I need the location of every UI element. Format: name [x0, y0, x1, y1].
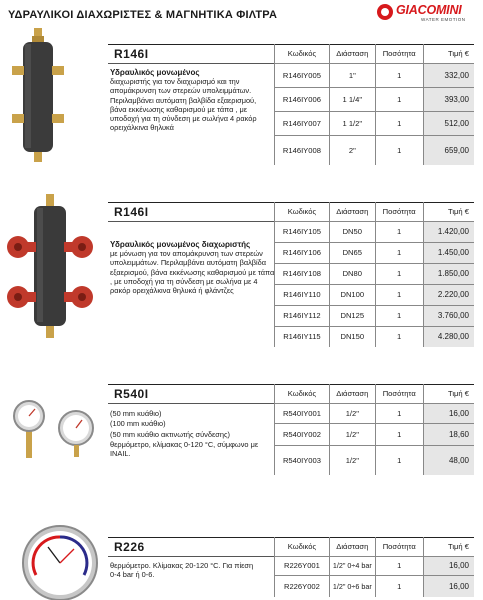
logo-name: GIACOMINI [396, 3, 462, 17]
cell-size: 1/2" 0÷4 bar [329, 556, 375, 575]
cell-code: R146IY006 [275, 87, 330, 111]
col-price: Τιμή € [423, 384, 474, 403]
col-size: Διάσταση [329, 202, 375, 221]
cell-qty: 1 [375, 111, 423, 135]
price-table [274, 202, 474, 347]
cell-size: 1/2" [329, 423, 375, 445]
cell-size: 1" [329, 63, 375, 87]
cell-code: R146IY008 [275, 135, 330, 165]
table-row [275, 63, 475, 87]
flanged-separator-image [4, 192, 96, 342]
cell-code: R540IY002 [275, 423, 330, 445]
cell-price: 4.280,00 [423, 326, 474, 347]
cell-size: DN50 [329, 221, 375, 242]
cell-price: 48,00 [423, 445, 474, 475]
cell-code: R146IY005 [275, 63, 330, 87]
cell-qty: 1 [375, 326, 423, 347]
cell-code: R146IY007 [275, 111, 330, 135]
product-description [110, 240, 276, 295]
section-code: R540I [114, 387, 149, 401]
col-price: Τιμή € [423, 44, 474, 63]
thermometer-image [10, 398, 102, 462]
cell-code: R146IY112 [275, 305, 330, 326]
cell-code: R146IY115 [275, 326, 330, 347]
cell-code: R146IY110 [275, 284, 330, 305]
cell-price: 332,00 [423, 63, 474, 87]
cell-code: R146IY108 [275, 263, 330, 284]
cell-code: R540IY003 [275, 445, 330, 475]
table-row [275, 445, 475, 475]
variant-note: (100 mm κυάθιο) [110, 419, 166, 429]
cell-qty: 1 [375, 221, 423, 242]
product-section-r540i [0, 384, 483, 480]
col-qty: Ποσότητα [375, 537, 423, 556]
cell-size: 1 1/2" [329, 111, 375, 135]
col-code: Κωδικός [275, 202, 330, 221]
table-row [275, 87, 475, 111]
cell-price: 659,00 [423, 135, 474, 165]
cell-price: 18,60 [423, 423, 474, 445]
cell-price: 1.450,00 [423, 242, 474, 263]
price-table [274, 537, 474, 597]
table-row [275, 423, 475, 445]
cell-qty: 1 [375, 263, 423, 284]
col-size: Διάσταση [329, 44, 375, 63]
col-code: Κωδικός [275, 384, 330, 403]
product-description [110, 409, 274, 459]
cell-qty: 1 [375, 556, 423, 575]
page-title: ΥΔΡΑΥΛΙΚΟΙ ΔΙΑΧΩΡΙΣΤΕΣ & ΜΑΓΝΗΤΙΚΑ ΦΙΛΤΡΑ [8, 9, 278, 21]
product-description [110, 561, 260, 579]
col-code: Κωδικός [275, 537, 330, 556]
cell-code: R146IY105 [275, 221, 330, 242]
table-row [275, 111, 475, 135]
cell-qty: 1 [375, 403, 423, 423]
product-description [110, 68, 272, 132]
description-title: Υδραυλικός μονωμένος διαχωριστής [110, 240, 251, 249]
col-size: Διάσταση [329, 537, 375, 556]
cell-qty: 1 [375, 575, 423, 597]
cell-qty: 1 [375, 135, 423, 165]
cell-size: DN80 [329, 263, 375, 284]
col-qty: Ποσότητα [375, 202, 423, 221]
cell-code: R146IY106 [275, 242, 330, 263]
table-row [275, 575, 475, 597]
variant-note: (50 mm κυάθιο) [110, 409, 162, 418]
col-qty: Ποσότητα [375, 44, 423, 63]
cell-qty: 1 [375, 242, 423, 263]
description-text: με μόνωση για τον απομάκρυνση των στερεών υπολειμμάτων. Περιλαμβάνει αυτόματη βαλβίδα εξαερισμού, βάνα εκκένωσης καθαρισμού με τάπα , με υποδοχή για τη σύνδεση με σωλήνα με 4 ρακόρ ορειχάλκινα θηλυκά ή φλάντζες [110, 249, 275, 296]
cell-qty: 1 [375, 87, 423, 111]
col-price: Τιμή € [423, 202, 474, 221]
cell-price: 1.850,00 [423, 263, 474, 284]
cell-size: DN150 [329, 326, 375, 347]
table-row [275, 403, 475, 423]
variant-note: (50 mm κυάθιο ακτινωτής σύνδεσης) [110, 429, 230, 439]
table-row [275, 326, 475, 347]
product-section-r146i-small [0, 44, 483, 164]
section-code: R226 [114, 540, 145, 554]
cell-qty: 1 [375, 423, 423, 445]
logo-mark-icon [377, 4, 393, 20]
table-row [275, 556, 475, 575]
cell-qty: 1 [375, 63, 423, 87]
cell-qty: 1 [375, 445, 423, 475]
col-size: Διάσταση [329, 384, 375, 403]
cell-price: 393,00 [423, 87, 474, 111]
hydraulic-separator-image [8, 26, 68, 166]
description-text: θερμόμετρο. Κλίμακας 20-120 °C. Για πίεση 0-4 bar ή 0-6. [110, 561, 254, 580]
cell-size: 1 1/4" [329, 87, 375, 111]
thermomanometer-image [20, 523, 100, 600]
product-section-r146i-flanged [0, 202, 483, 352]
cell-price: 16,00 [423, 556, 474, 575]
description-text: θερμόμετρο, κλίμακας 0-120 °C, σύμφωνο με INAIL. [110, 440, 259, 459]
cell-code: R540IY001 [275, 403, 330, 423]
col-code: Κωδικός [275, 44, 330, 63]
table-row [275, 135, 475, 165]
cell-price: 512,00 [423, 111, 474, 135]
table-row [275, 242, 475, 263]
cell-price: 1.420,00 [423, 221, 474, 242]
cell-qty: 1 [375, 305, 423, 326]
cell-size: DN65 [329, 242, 375, 263]
cell-price: 2.220,00 [423, 284, 474, 305]
cell-price: 16,00 [423, 403, 474, 423]
logo-tagline: WATER EMOTION [421, 17, 466, 22]
cell-code: R226Y001 [275, 556, 330, 575]
table-row [275, 305, 475, 326]
cell-size: 1/2" [329, 445, 375, 475]
cell-price: 16,00 [423, 575, 474, 597]
table-row [275, 221, 475, 242]
table-row [275, 263, 475, 284]
product-section-r226 [0, 537, 483, 600]
price-table [274, 44, 474, 165]
cell-size: 2" [329, 135, 375, 165]
cell-size: 1/2" 0÷6 bar [329, 575, 375, 597]
cell-price: 3.760,00 [423, 305, 474, 326]
col-qty: Ποσότητα [375, 384, 423, 403]
table-row [275, 284, 475, 305]
cell-qty: 1 [375, 284, 423, 305]
cell-size: DN125 [329, 305, 375, 326]
brand-logo [377, 3, 475, 25]
description-text: διαχωριστής για τον διαχωρισμό και την απομάκρυνση των στερεών υπολειμμάτων. Περιλαμβάνει αυτόματη βαλβίδα εξαερισμού, βάνα εκκένωσης καθαρισμού με τάπα , με υποδοχή για τη σύνδεση με σωλήνα 4 ρακόρ ορειχάλκινα θηλυκά [110, 77, 257, 133]
col-price: Τιμή € [423, 537, 474, 556]
section-code: R146I [114, 205, 149, 219]
cell-size: 1/2" [329, 403, 375, 423]
cell-code: R226Y002 [275, 575, 330, 597]
description-title: Υδραυλικός μονωμένος [110, 68, 200, 77]
cell-size: DN100 [329, 284, 375, 305]
section-code: R146I [114, 47, 149, 61]
price-table [274, 384, 474, 475]
